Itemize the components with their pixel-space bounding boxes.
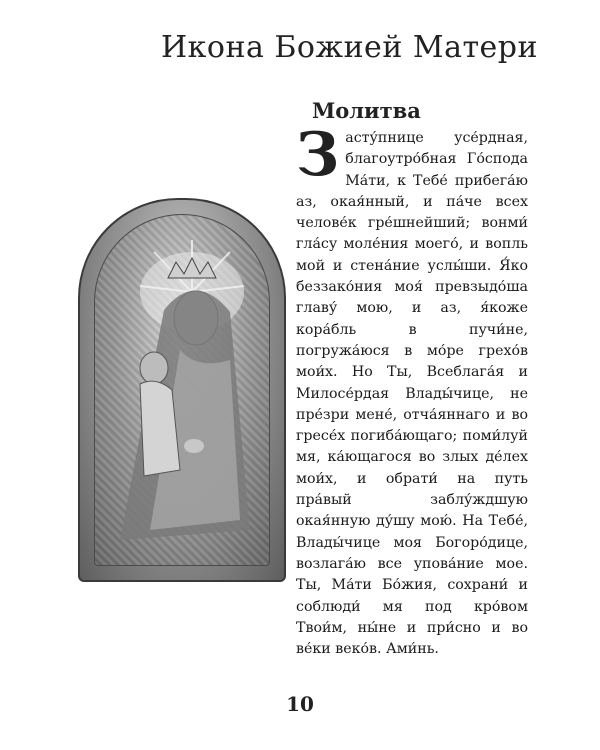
- icon-image: [78, 198, 286, 582]
- page-title: Икона Божией Матери: [160, 30, 538, 65]
- prayer-text: [296, 120, 528, 660]
- section-heading: Молитва: [312, 98, 421, 123]
- prayer-body: асту́пнице усе́рдная, благоутро́бная Го́спода Ма́ти, к Тебе́ прибега́ю аз, окая́нный, и па́че всех челове́к гре́шнейший; вонми́ гла́су моле́ния моего́, и вопль мой и стена́ние услы́ши. Я́ко беззако́ния моя́ превзыдо́ша главу́ мою, и аз, я́коже кора́бль в пучи́не, погружа́юся в мо́ре грехо́в мои́х. Но Ты, Всеблага́я и Милосе́рдая Влады́чице, не пре́зри мене́, отча́яннаго и во гресе́х погиба́ющаго; поми́луй мя, ка́ющагося во злых де́лех мои́х, и обрати́ на путь пра́вый заблу́ждшую окая́нную ду́шу мою́. На Тебе́, Влады́чице моя Богоро́дице, возлага́ю все упова́ние мое. Ты, Ма́ти Бо́жия, сохрани́ и соблюди́ мя под кро́вом Твои́м, ны́не и при́сно и во ве́ки веко́в. Ами́нь.: [296, 130, 528, 658]
- icon-illustration: [80, 200, 286, 582]
- page-number: 10: [286, 692, 314, 716]
- drop-cap: З: [296, 120, 340, 190]
